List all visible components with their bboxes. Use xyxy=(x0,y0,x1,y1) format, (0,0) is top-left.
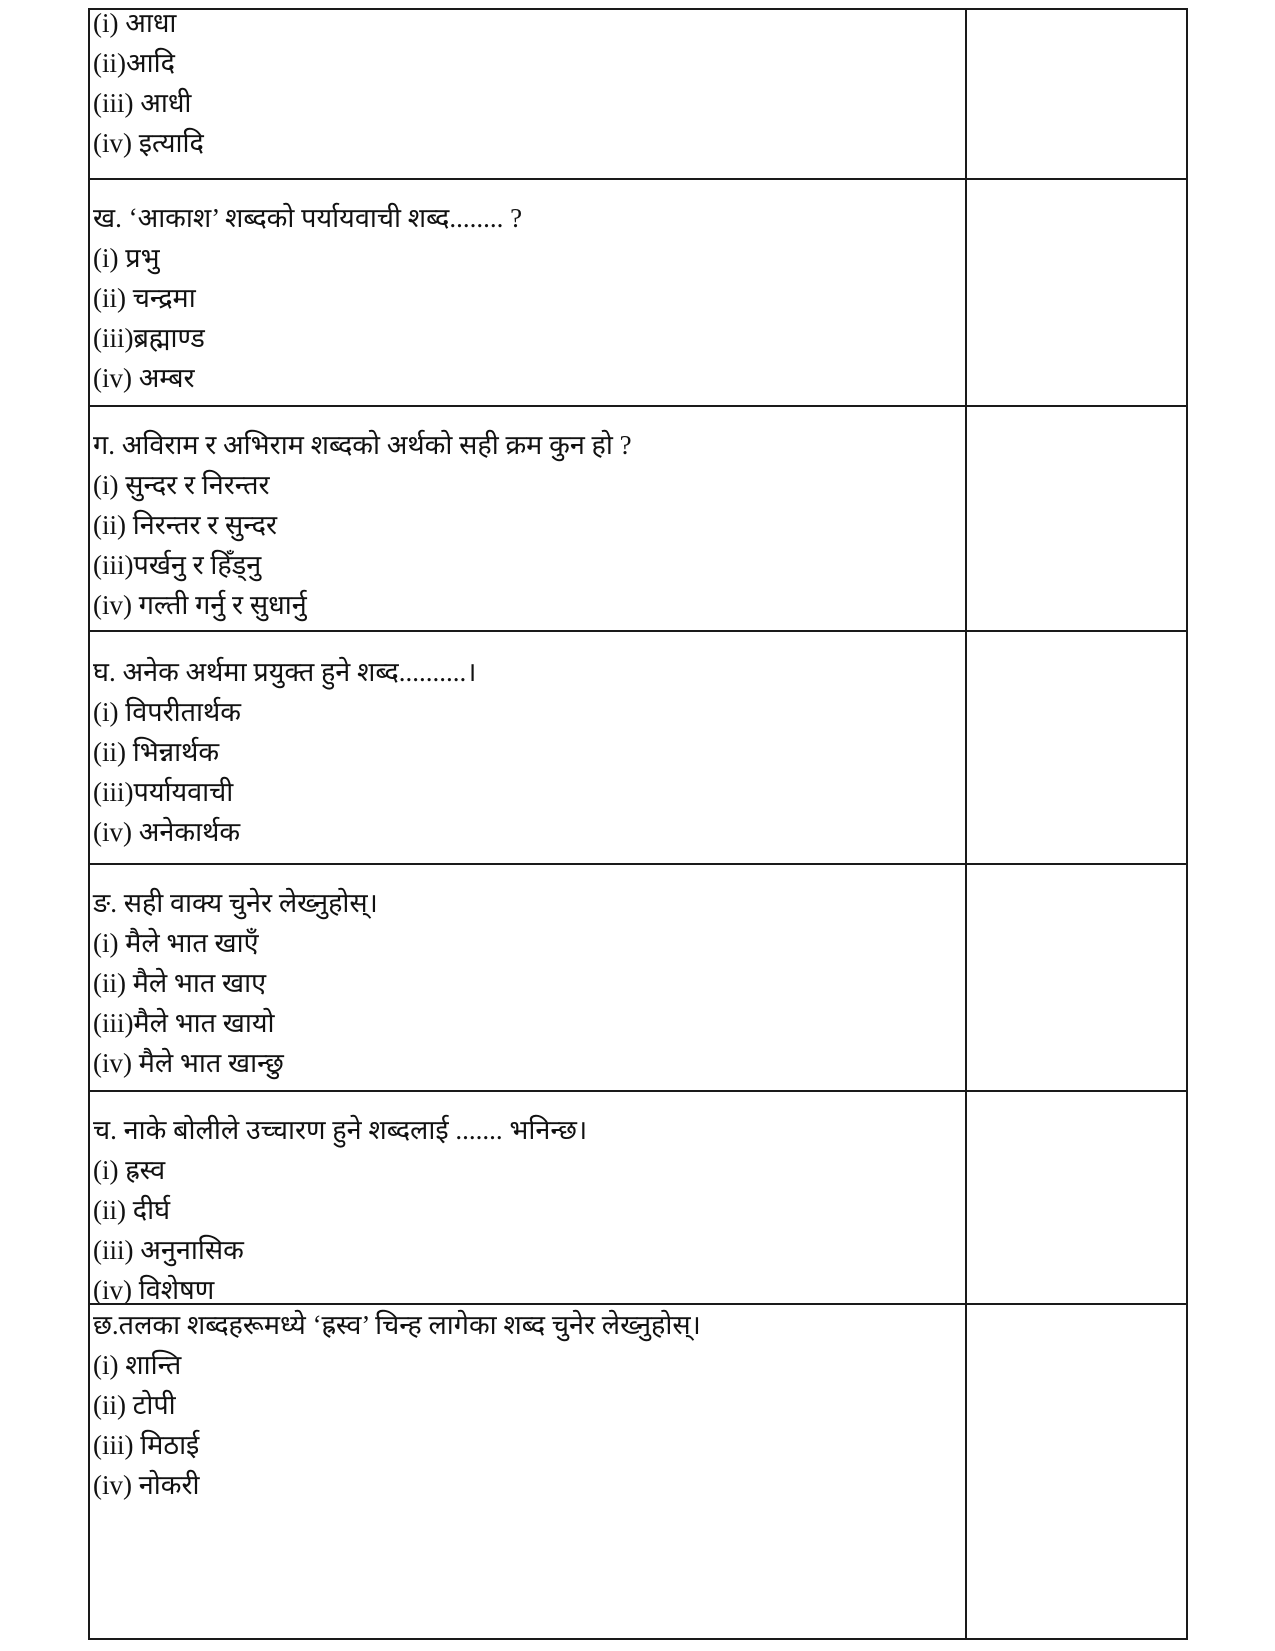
question-stem: ङ. सही वाक्य चुनेर लेख्नुहोस्। xyxy=(93,888,378,918)
question-stem: ख. ‘आकाश’ शब्दको पर्यायवाची शब्द........ ? xyxy=(93,203,523,233)
question-cell xyxy=(90,1305,967,1638)
option-iv: (iv) अम्बर xyxy=(93,363,195,393)
answer-cell xyxy=(967,407,1186,630)
question-cell xyxy=(90,632,967,863)
answer-cell xyxy=(967,1092,1186,1303)
question-stem: च. नाके बोलीले उच्चारण हुने शब्दलाई ....... भनिन्छ। xyxy=(93,1115,588,1145)
option-iii: (iii)मैले भात खायो xyxy=(93,1008,275,1038)
option-iii: (iii)पर्खनु र हिँड्नु xyxy=(93,550,262,580)
option-ii: (ii) दीर्घ xyxy=(93,1195,171,1225)
option-i: (i) मैले भात खाएँ xyxy=(93,928,259,958)
option-ii: (ii) भिन्नार्थक xyxy=(93,737,220,767)
question-row xyxy=(90,863,1186,1090)
question-cell xyxy=(90,10,967,178)
option-i: (i) आधा xyxy=(93,8,177,38)
option-i: (i) प्रभु xyxy=(93,243,160,273)
question-cell xyxy=(90,865,967,1090)
question-row xyxy=(90,405,1186,630)
question-cell xyxy=(90,1092,967,1303)
question-stem: घ. अनेक अर्थमा प्रयुक्त हुने शब्द..........। xyxy=(93,657,477,687)
question-stem: ग. अविराम र अभिराम शब्दको अर्थको सही क्रम कुन हो ? xyxy=(93,430,632,460)
option-ii: (ii) टोपी xyxy=(93,1390,176,1420)
question-cell xyxy=(90,407,967,630)
option-i: (i) सुन्दर र निरन्तर xyxy=(93,470,270,500)
option-iii: (iii) अनुनासिक xyxy=(93,1235,244,1265)
option-iv: (iv) मैले भात खान्छु xyxy=(93,1048,284,1078)
option-i: (i) ह्रस्व xyxy=(93,1155,166,1185)
answer-cell xyxy=(967,180,1186,405)
option-iii: (iii)ब्रह्माण्ड xyxy=(93,323,205,353)
option-iv: (iv) गल्ती गर्नु र सुधार्नु xyxy=(93,590,307,620)
answer-cell xyxy=(967,865,1186,1090)
option-iii: (iii) आधी xyxy=(93,88,192,118)
option-iv: (iv) अनेकार्थक xyxy=(93,817,241,847)
question-stem: छ.तलका शब्दहरूमध्ये ‘ह्रस्व’ चिन्ह लागेका शब्द चुनेर लेख्नुहोस्। xyxy=(93,1310,701,1340)
question-row xyxy=(90,178,1186,405)
option-iv: (iv) नोकरी xyxy=(93,1470,200,1500)
option-iv: (iv) विशेषण xyxy=(93,1275,215,1305)
option-iii: (iii) मिठाई xyxy=(93,1430,200,1460)
question-row xyxy=(90,630,1186,863)
answer-cell xyxy=(967,632,1186,863)
option-i: (i) विपरीतार्थक xyxy=(93,697,241,727)
option-ii: (ii) चन्द्रमा xyxy=(93,283,196,313)
option-i: (i) शान्ति xyxy=(93,1350,182,1380)
option-list xyxy=(93,3,965,163)
question-row xyxy=(90,1303,1186,1638)
question-row xyxy=(90,10,1186,178)
question-cell xyxy=(90,180,967,405)
option-iv: (iv) इत्यादि xyxy=(93,128,204,158)
answer-cell xyxy=(967,10,1186,178)
question-table xyxy=(88,8,1188,1640)
question-row xyxy=(90,1090,1186,1303)
answer-cell xyxy=(967,1305,1186,1638)
option-ii: (ii)आदि xyxy=(93,48,175,78)
option-iii: (iii)पर्यायवाची xyxy=(93,777,234,807)
option-ii: (ii) मैले भात खाए xyxy=(93,968,267,998)
option-ii: (ii) निरन्तर र सुन्दर xyxy=(93,510,278,540)
